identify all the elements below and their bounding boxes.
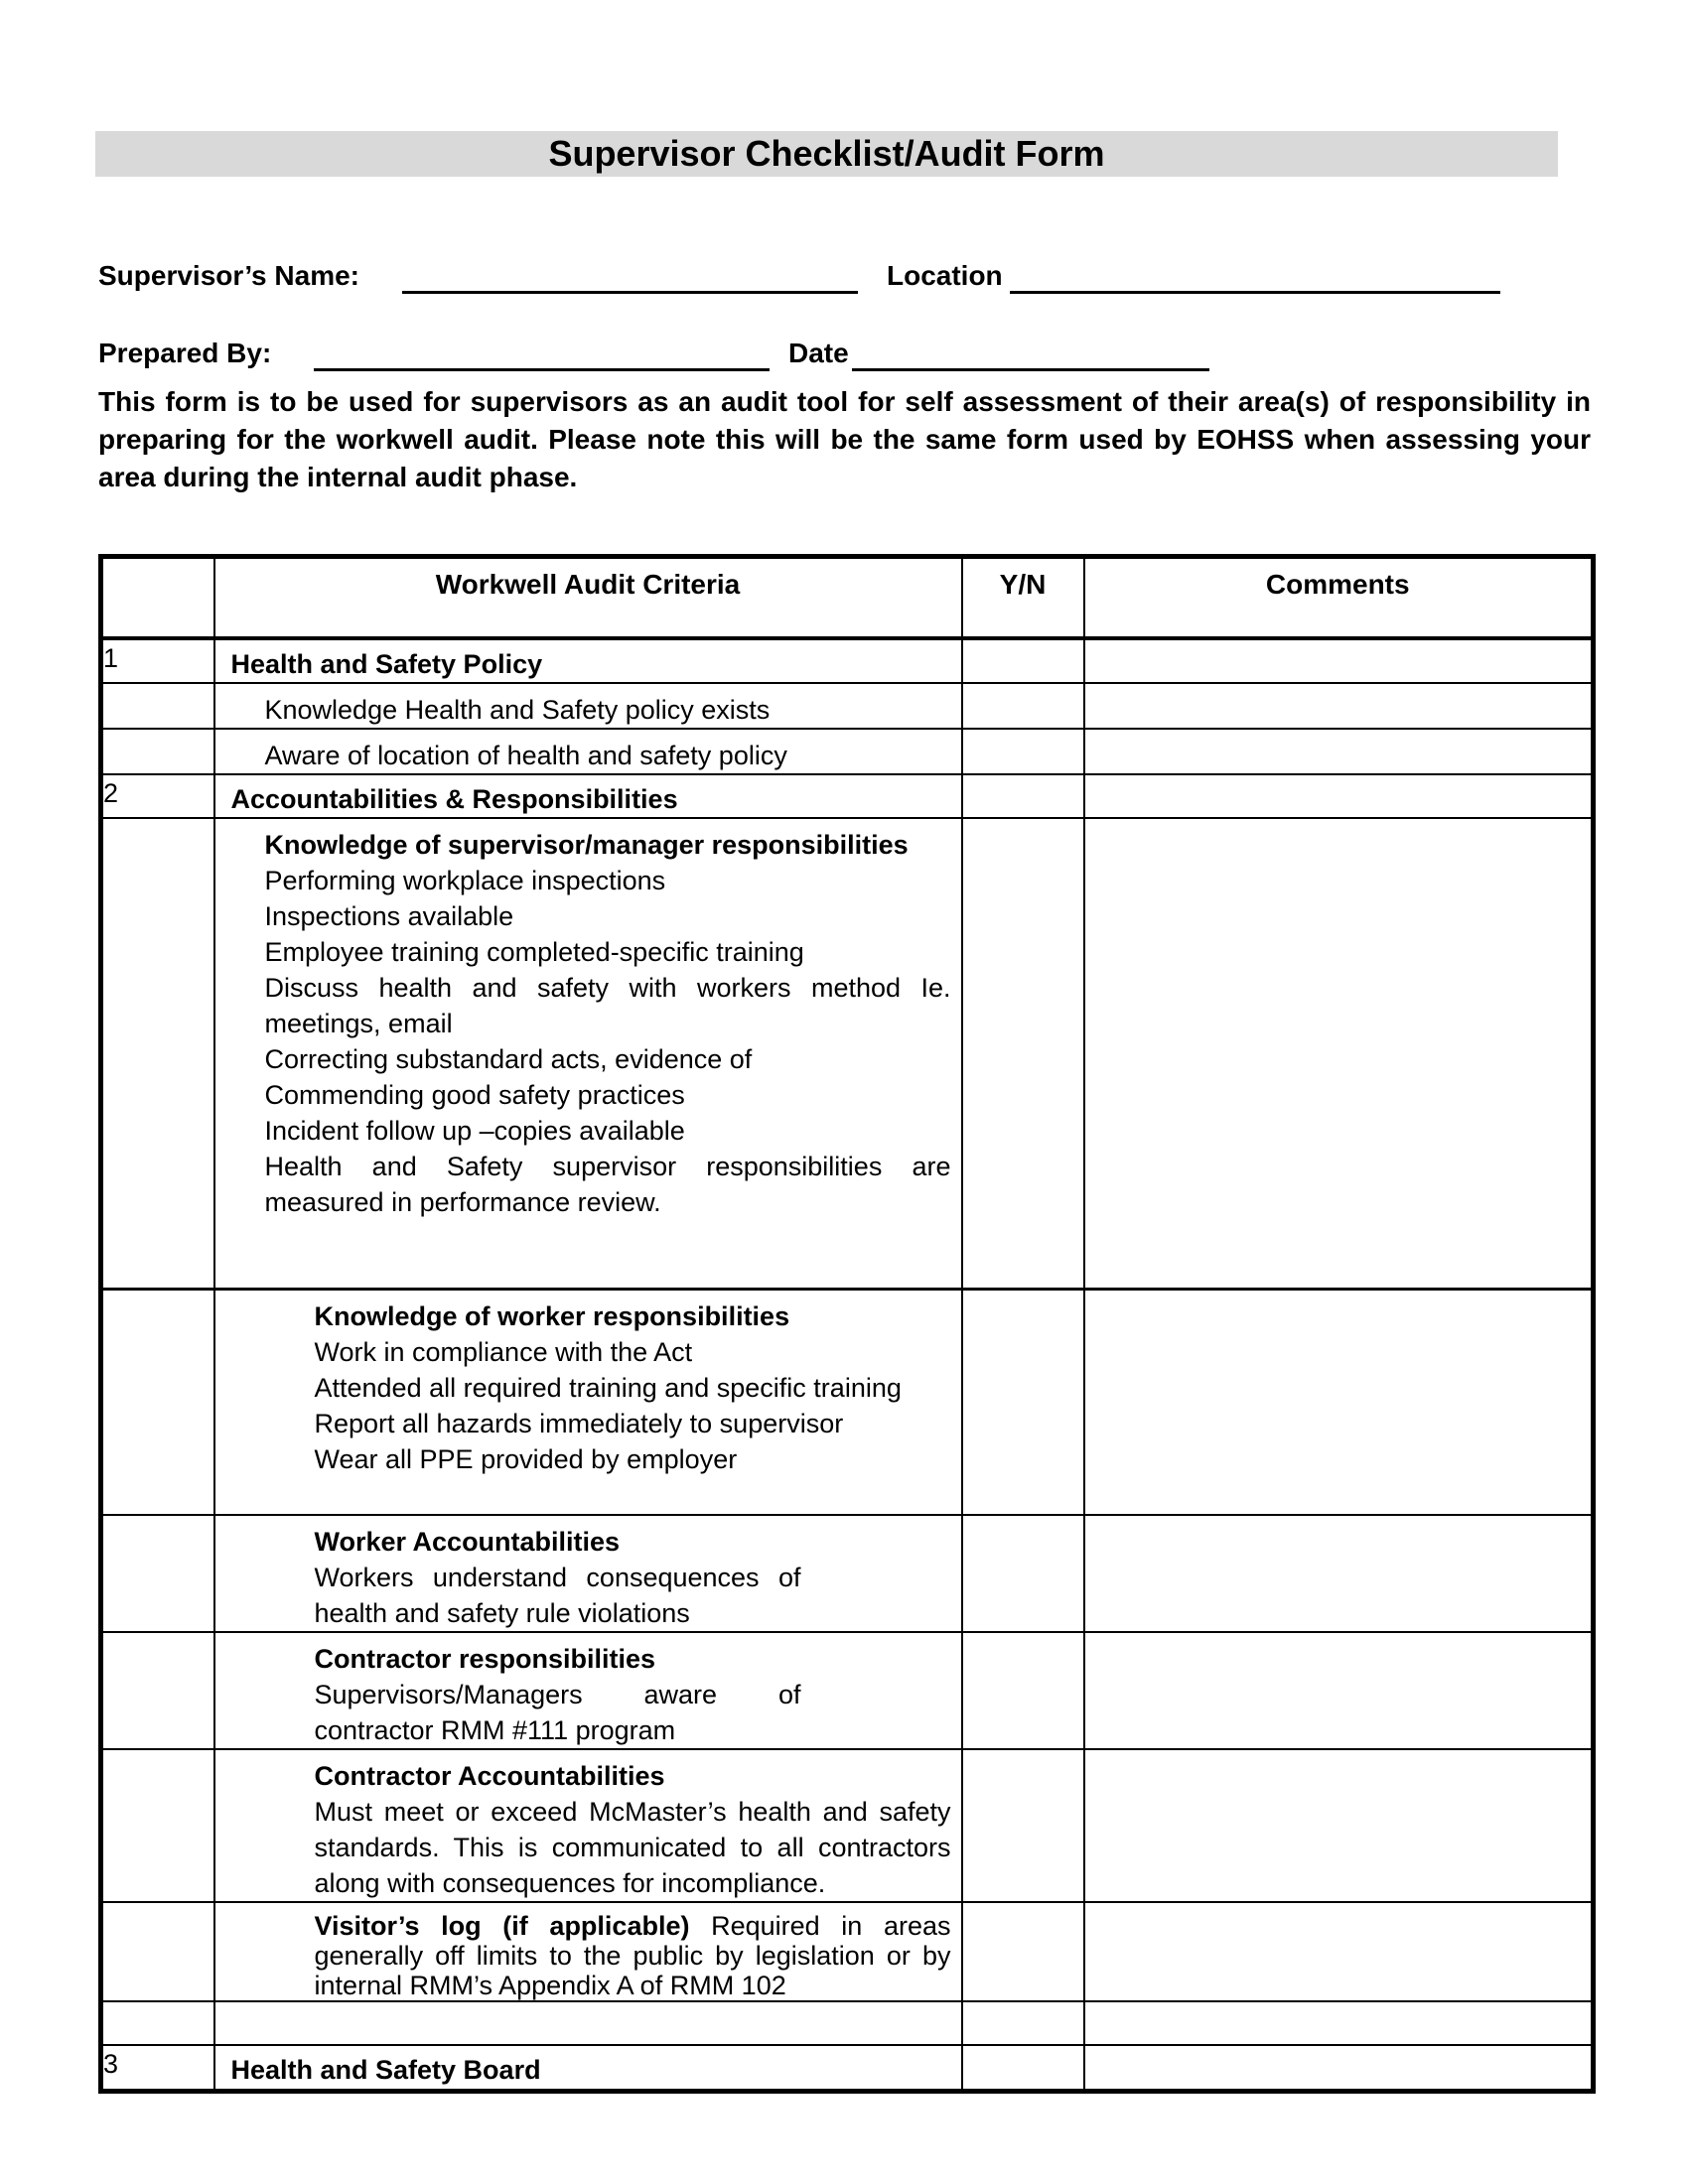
comments-header: Comments: [1084, 557, 1594, 638]
table-row: [101, 1290, 1594, 1515]
yn-cell: [962, 1290, 1084, 1515]
yn-cell: [962, 1749, 1084, 1902]
criteria-item: Report all hazards immediately to supervisor: [314, 1409, 844, 1438]
comments-cell: [1084, 2045, 1594, 2092]
yn-cell: [962, 2045, 1084, 2092]
yn-cell: [962, 729, 1084, 774]
comments-cell: [1084, 683, 1594, 729]
date-blank: [852, 334, 1209, 371]
yn-cell: [962, 1515, 1084, 1632]
intro-paragraph: This form is to be used for supervisors as an audit tool for self assessment of their area(s) of responsibility in preparing for the workwell audit. Please note this will be the same form used by EOHSS when assessing your area during the internal audit phase.: [98, 386, 1591, 492]
comments-cell: [1084, 1515, 1594, 1632]
row-number: [101, 729, 214, 774]
yn-header: Y/N: [962, 557, 1084, 638]
section-heading: Health and Safety Board: [230, 2054, 541, 2085]
comments-cell: [1084, 1902, 1594, 2001]
table-row: [101, 729, 1594, 774]
yn-cell: [962, 774, 1084, 818]
criteria-item: Incident follow up –copies available: [264, 1115, 685, 1146]
criteria-item: Knowledge Health and Safety policy exists: [264, 694, 771, 725]
criteria-cell: [214, 1632, 962, 1749]
table-row: [101, 1902, 1594, 2001]
criteria-subheading: Contractor Accountabilities: [314, 1760, 665, 1791]
table-row: [101, 818, 1594, 1290]
title-banner: [95, 131, 1558, 177]
criteria-cell: [214, 1515, 962, 1632]
comments-cell: [1084, 1749, 1594, 1902]
table-row: [101, 1632, 1594, 1749]
comments-cell: [1084, 638, 1594, 683]
criteria-subheading: Worker Accountabilities: [314, 1526, 621, 1557]
table-header-row: [101, 557, 1594, 638]
row-number: 3: [101, 2045, 214, 2092]
visitors-log-lead: Visitor’s log (if applicable): [314, 1910, 690, 1941]
section-heading: Health and Safety Policy: [230, 648, 543, 679]
criteria-item: Supervisors/Managers aware of contractor RMM #111 program: [314, 1679, 801, 1745]
supervisor-name-blank: [402, 256, 858, 294]
criteria-item: Aware of location of health and safety policy: [264, 740, 787, 770]
table-row: [101, 2001, 1594, 2045]
criteria-cell: [214, 2001, 962, 2045]
comments-cell: [1084, 1632, 1594, 1749]
yn-cell: [962, 1902, 1084, 2001]
row-number: [101, 1290, 214, 1515]
criteria-item: Wear all PPE provided by employer: [314, 1444, 738, 1474]
yn-cell: [962, 818, 1084, 1290]
row-number: [101, 1632, 214, 1749]
comments-cell: [1084, 2001, 1594, 2045]
yn-cell: [962, 683, 1084, 729]
visitors-log-text: Required in areas generally off limits to the public by legislation or by internal RMM’s Appendix A of RMM 102: [314, 1910, 951, 2000]
row-number: [101, 1749, 214, 1902]
row-number: [101, 683, 214, 729]
row-number: [101, 2001, 214, 2045]
table-row: [101, 683, 1594, 729]
criteria-cell: [214, 774, 962, 818]
header-number-cell: [101, 557, 214, 638]
criteria-item: Workers understand consequences of health and safety rule violations: [314, 1562, 801, 1628]
criteria-item: Discuss health and safety with workers method Ie. meetings, email: [264, 972, 951, 1038]
criteria-cell: [214, 1902, 962, 2001]
criteria-cell: [214, 1749, 962, 1902]
yn-cell: [962, 638, 1084, 683]
comments-cell: [1084, 729, 1594, 774]
row-number: 1: [101, 638, 214, 683]
table-row: [101, 1749, 1594, 1902]
criteria-cell: [214, 683, 962, 729]
table-row: [101, 638, 1594, 683]
criteria-subheading: Knowledge of supervisor/manager responsibilities: [264, 829, 909, 860]
criteria-subheading: Knowledge of worker responsibilities: [314, 1301, 790, 1331]
supervisor-name-label: Supervisor’s Name:: [98, 260, 359, 291]
criteria-item: Employee training completed-specific training: [264, 936, 804, 967]
criteria-cell: [214, 1290, 962, 1515]
location-label: Location: [887, 260, 1003, 291]
row-number: [101, 818, 214, 1290]
criteria-item: Health and Safety supervisor responsibilities are measured in performance review.: [264, 1151, 951, 1217]
criteria-subheading: Contractor responsibilities: [314, 1643, 656, 1674]
criteria-item: Commending good safety practices: [264, 1079, 685, 1110]
criteria-item: Must meet or exceed McMaster’s health and safety standards. This is communicated to all contractors along with consequences for incompliance.: [314, 1796, 951, 1898]
page-title: Supervisor Checklist/Audit Form: [548, 133, 1105, 174]
criteria-item: Performing workplace inspections: [264, 865, 666, 895]
row-number: 2: [101, 774, 214, 818]
criteria-item: [215, 1903, 961, 2000]
criteria-item: Attended all required training and specific training: [314, 1373, 902, 1403]
table-row: [101, 774, 1594, 818]
prepared-by-blank: [314, 334, 770, 371]
criteria-item: Work in compliance with the Act: [314, 1337, 693, 1367]
criteria-cell: [214, 638, 962, 683]
comments-cell: [1084, 818, 1594, 1290]
table-row: [101, 1515, 1594, 1632]
section-heading: Accountabilities & Responsibilities: [230, 783, 678, 814]
yn-cell: [962, 2001, 1084, 2045]
criteria-cell: [214, 729, 962, 774]
criteria-header: Workwell Audit Criteria: [214, 557, 962, 638]
criteria-item: Correcting substandard acts, evidence of: [264, 1043, 753, 1074]
location-blank: [1010, 256, 1500, 294]
yn-cell: [962, 1632, 1084, 1749]
comments-cell: [1084, 1290, 1594, 1515]
criteria-item: Inspections available: [264, 900, 514, 931]
prepared-by-label: Prepared By:: [98, 338, 272, 368]
criteria-cell: [214, 2045, 962, 2092]
row-number: [101, 1902, 214, 2001]
audit-table: [98, 554, 1596, 2094]
row-number: [101, 1515, 214, 1632]
table-row: [101, 2045, 1594, 2092]
date-label: Date: [788, 338, 849, 368]
criteria-cell: [214, 818, 962, 1290]
comments-cell: [1084, 774, 1594, 818]
